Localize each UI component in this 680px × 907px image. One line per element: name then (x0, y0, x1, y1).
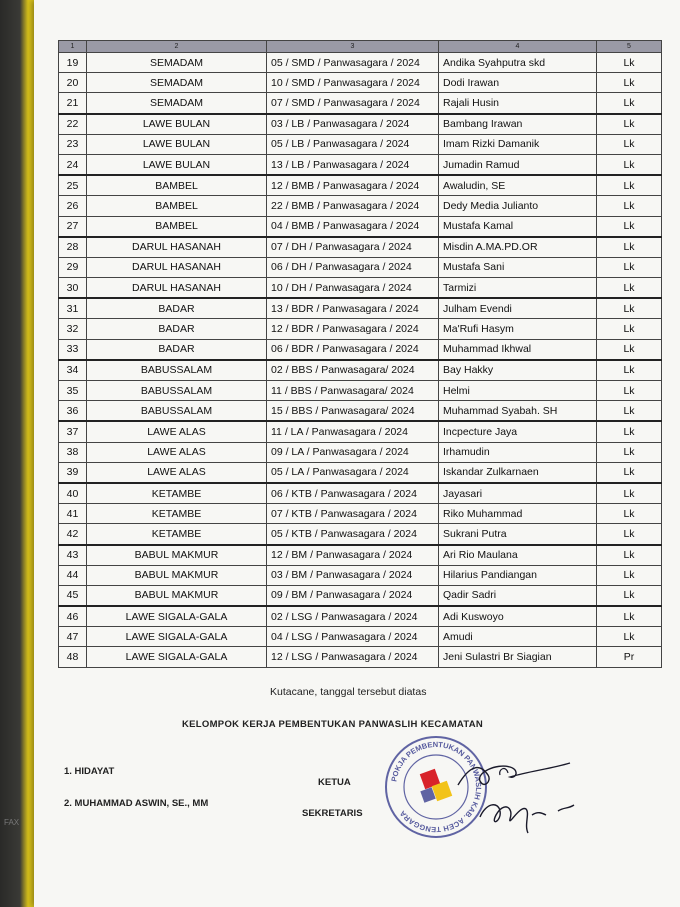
kecamatan-cell: SEMADAM (87, 93, 267, 114)
table-row (59, 196, 662, 216)
table-row (59, 319, 662, 339)
kecamatan-cell: BADAR (87, 298, 267, 319)
kecamatan-cell: BAMBEL (87, 216, 267, 237)
member-name-cell: Awaludin, SE (439, 175, 597, 196)
member-name-cell: Rajali Husin (439, 93, 597, 114)
table-row (59, 73, 662, 93)
letter-number-cell: 04 / BMB / Panwasagara / 2024 (267, 216, 439, 237)
committee-title: KELOMPOK KERJA PEMBENTUKAN PANWASLIH KECAMATAN (182, 719, 484, 730)
row-number: 20 (59, 73, 87, 93)
gender-cell: Lk (597, 442, 662, 462)
row-number: 46 (59, 606, 87, 627)
letter-number-cell: 07 / SMD / Panwasagara / 2024 (267, 93, 439, 114)
table-header-row (59, 41, 662, 53)
row-number: 43 (59, 545, 87, 566)
letter-number-cell: 11 / LA / Panwasagara / 2024 (267, 421, 439, 442)
kecamatan-cell: BABUSSALAM (87, 381, 267, 401)
letter-number-cell: 12 / LSG / Panwasagara / 2024 (267, 647, 439, 667)
table-row (59, 627, 662, 647)
member-name-cell: Mustafa Sani (439, 257, 597, 277)
table-row (59, 216, 662, 237)
kecamatan-cell: LAWE ALAS (87, 462, 267, 483)
table-row (59, 278, 662, 299)
member-name-cell: Iskandar Zulkarnaen (439, 462, 597, 483)
letter-number-cell: 12 / BMB / Panwasagara / 2024 (267, 175, 439, 196)
member-name-cell: Imam Rizki Damanik (439, 134, 597, 154)
member-name-cell: Ari Rio Maulana (439, 545, 597, 566)
gender-cell: Lk (597, 93, 662, 114)
kecamatan-cell: LAWE BULAN (87, 134, 267, 154)
gender-cell: Lk (597, 175, 662, 196)
table-row (59, 154, 662, 175)
member-name-cell: Adi Kuswoyo (439, 606, 597, 627)
letter-number-cell: 02 / LSG / Panwasagara / 2024 (267, 606, 439, 627)
row-number: 31 (59, 298, 87, 319)
member-name-cell: Sukrani Putra (439, 524, 597, 545)
table-row (59, 545, 662, 566)
table-row (59, 53, 662, 73)
gender-cell: Lk (597, 585, 662, 606)
letter-number-cell: 03 / BM / Panwasagara / 2024 (267, 565, 439, 585)
kecamatan-cell: BABUSSALAM (87, 401, 267, 422)
table-row (59, 257, 662, 277)
kecamatan-cell: BADAR (87, 339, 267, 360)
kecamatan-cell: BABUL MAKMUR (87, 565, 267, 585)
row-number: 21 (59, 93, 87, 114)
letter-number-cell: 10 / DH / Panwasagara / 2024 (267, 278, 439, 299)
member-name-cell: Andika Syahputra skd (439, 53, 597, 73)
row-number: 41 (59, 504, 87, 524)
gender-cell: Lk (597, 278, 662, 299)
kecamatan-cell: LAWE BULAN (87, 154, 267, 175)
row-number: 22 (59, 114, 87, 135)
table-row (59, 585, 662, 606)
row-number: 37 (59, 421, 87, 442)
kecamatan-cell: BAMBEL (87, 196, 267, 216)
kecamatan-cell: DARUL HASANAH (87, 278, 267, 299)
member-name-cell: Mustafa Kamal (439, 216, 597, 237)
letter-number-cell: 07 / KTB / Panwasagara / 2024 (267, 504, 439, 524)
row-number: 39 (59, 462, 87, 483)
kecamatan-cell: DARUL HASANAH (87, 237, 267, 258)
handwritten-signatures (440, 745, 590, 845)
table-row (59, 134, 662, 154)
kecamatan-cell: BAMBEL (87, 175, 267, 196)
letter-number-cell: 09 / LA / Panwasagara / 2024 (267, 442, 439, 462)
row-number: 48 (59, 647, 87, 667)
seal-text: POKJA PEMBENTUKAN PANWASLIH KAB. ACEH TENGGARA (389, 739, 484, 835)
table-row (59, 565, 662, 585)
gender-cell: Lk (597, 257, 662, 277)
member-name-cell: Bay Hakky (439, 360, 597, 381)
letter-number-cell: 10 / SMD / Panwasagara / 2024 (267, 73, 439, 93)
table-row (59, 93, 662, 114)
table-row (59, 483, 662, 504)
letter-number-cell: 13 / BDR / Panwasagara / 2024 (267, 298, 439, 319)
row-number: 25 (59, 175, 87, 196)
kecamatan-cell: SEMADAM (87, 53, 267, 73)
kecamatan-cell: LAWE SIGALA-GALA (87, 627, 267, 647)
member-name-cell: Muhammad Syabah. SH (439, 401, 597, 422)
place-date: Kutacane, tanggal tersebut diatas (270, 686, 427, 698)
gender-cell: Lk (597, 504, 662, 524)
letter-number-cell: 05 / LB / Panwasagara / 2024 (267, 134, 439, 154)
gender-cell: Lk (597, 524, 662, 545)
header-col-2: 2 (87, 41, 267, 53)
signer-2-name: 2. MUHAMMAD ASWIN, SE., MM (64, 798, 209, 809)
gender-cell: Lk (597, 319, 662, 339)
kecamatan-cell: LAWE BULAN (87, 114, 267, 135)
table-row (59, 237, 662, 258)
gender-cell: Lk (597, 114, 662, 135)
table-row (59, 442, 662, 462)
gender-cell: Lk (597, 545, 662, 566)
row-number: 24 (59, 154, 87, 175)
kecamatan-cell: LAWE ALAS (87, 421, 267, 442)
member-name-cell: Dodi Irawan (439, 73, 597, 93)
table-row (59, 114, 662, 135)
gender-cell: Lk (597, 421, 662, 442)
table-row (59, 381, 662, 401)
gender-cell: Lk (597, 339, 662, 360)
member-name-cell: Misdin A.MA.PD.OR (439, 237, 597, 258)
letter-number-cell: 03 / LB / Panwasagara / 2024 (267, 114, 439, 135)
row-number: 40 (59, 483, 87, 504)
signer-1-name: 1. HIDAYAT (64, 766, 115, 777)
row-number: 33 (59, 339, 87, 360)
letter-number-cell: 04 / LSG / Panwasagara / 2024 (267, 627, 439, 647)
gender-cell: Lk (597, 381, 662, 401)
kecamatan-cell: BABUL MAKMUR (87, 545, 267, 566)
kecamatan-cell: BABUL MAKMUR (87, 585, 267, 606)
gender-cell: Lk (597, 606, 662, 627)
gender-cell: Lk (597, 53, 662, 73)
letter-number-cell: 06 / KTB / Panwasagara / 2024 (267, 483, 439, 504)
member-name-cell: Tarmizi (439, 278, 597, 299)
letter-number-cell: 09 / BM / Panwasagara / 2024 (267, 585, 439, 606)
letter-number-cell: 12 / BM / Panwasagara / 2024 (267, 545, 439, 566)
member-name-cell: Jumadin Ramud (439, 154, 597, 175)
row-number: 47 (59, 627, 87, 647)
gender-cell: Lk (597, 298, 662, 319)
row-number: 38 (59, 442, 87, 462)
table-row (59, 504, 662, 524)
row-number: 34 (59, 360, 87, 381)
edge-text: FAX (4, 818, 20, 827)
letter-number-cell: 07 / DH / Panwasagara / 2024 (267, 237, 439, 258)
member-name-cell: Riko Muhammad (439, 504, 597, 524)
letter-number-cell: 15 / BBS / Panwasagara/ 2024 (267, 401, 439, 422)
letter-number-cell: 05 / SMD / Panwasagara / 2024 (267, 53, 439, 73)
member-name-cell: Jayasari (439, 483, 597, 504)
table-row (59, 421, 662, 442)
gender-cell: Lk (597, 237, 662, 258)
row-number: 44 (59, 565, 87, 585)
letter-number-cell: 02 / BBS / Panwasagara/ 2024 (267, 360, 439, 381)
row-number: 42 (59, 524, 87, 545)
member-name-cell: Bambang Irawan (439, 114, 597, 135)
row-number: 29 (59, 257, 87, 277)
member-name-cell: Incpecture Jaya (439, 421, 597, 442)
member-name-cell: Amudi (439, 627, 597, 647)
kecamatan-cell: LAWE ALAS (87, 442, 267, 462)
kecamatan-cell: DARUL HASANAH (87, 257, 267, 277)
gender-cell: Lk (597, 216, 662, 237)
gender-cell: Lk (597, 360, 662, 381)
letter-number-cell: 13 / LB / Panwasagara / 2024 (267, 154, 439, 175)
member-name-cell: Julham Evendi (439, 298, 597, 319)
gender-cell: Lk (597, 73, 662, 93)
header-col-1: 1 (59, 41, 87, 53)
member-name-cell: Dedy Media Julianto (439, 196, 597, 216)
kecamatan-cell: BADAR (87, 319, 267, 339)
letter-number-cell: 22 / BMB / Panwasagara / 2024 (267, 196, 439, 216)
row-number: 35 (59, 381, 87, 401)
letter-number-cell: 05 / LA / Panwasagara / 2024 (267, 462, 439, 483)
member-name-cell: Hilarius Pandiangan (439, 565, 597, 585)
row-number: 23 (59, 134, 87, 154)
gender-cell: Lk (597, 627, 662, 647)
table-row (59, 647, 662, 667)
member-name-cell: Qadir Sadri (439, 585, 597, 606)
letter-number-cell: 05 / KTB / Panwasagara / 2024 (267, 524, 439, 545)
header-col-4: 4 (439, 41, 597, 53)
gender-cell: Lk (597, 565, 662, 585)
table-row (59, 175, 662, 196)
row-number: 45 (59, 585, 87, 606)
gender-cell: Pr (597, 647, 662, 667)
table-row (59, 524, 662, 545)
table-body (59, 53, 662, 668)
table-row (59, 339, 662, 360)
gender-cell: Lk (597, 154, 662, 175)
kecamatan-cell: KETAMBE (87, 483, 267, 504)
header-col-3: 3 (267, 41, 439, 53)
table-row (59, 360, 662, 381)
row-number: 30 (59, 278, 87, 299)
gender-cell: Lk (597, 401, 662, 422)
kecamatan-cell: KETAMBE (87, 524, 267, 545)
signer-1-role: KETUA (318, 777, 351, 788)
row-number: 19 (59, 53, 87, 73)
member-name-cell: Ma'Rufi Hasym (439, 319, 597, 339)
row-number: 28 (59, 237, 87, 258)
kecamatan-cell: BABUSSALAM (87, 360, 267, 381)
table-row (59, 606, 662, 627)
row-number: 32 (59, 319, 87, 339)
gender-cell: Lk (597, 483, 662, 504)
table-row (59, 401, 662, 422)
kecamatan-cell: KETAMBE (87, 504, 267, 524)
letter-number-cell: 06 / BDR / Panwasagara / 2024 (267, 339, 439, 360)
kecamatan-cell: SEMADAM (87, 73, 267, 93)
row-number: 27 (59, 216, 87, 237)
kecamatan-cell: LAWE SIGALA-GALA (87, 606, 267, 627)
gender-cell: Lk (597, 196, 662, 216)
letter-number-cell: 12 / BDR / Panwasagara / 2024 (267, 319, 439, 339)
kecamatan-cell: LAWE SIGALA-GALA (87, 647, 267, 667)
signer-2-role: SEKRETARIS (302, 808, 363, 819)
table-row (59, 298, 662, 319)
gender-cell: Lk (597, 134, 662, 154)
letter-number-cell: 06 / DH / Panwasagara / 2024 (267, 257, 439, 277)
table-row (59, 462, 662, 483)
member-name-cell: Helmi (439, 381, 597, 401)
header-col-5: 5 (597, 41, 662, 53)
member-table (58, 40, 662, 668)
gender-cell: Lk (597, 462, 662, 483)
row-number: 36 (59, 401, 87, 422)
member-name-cell: Jeni Sulastri Br Siagian (439, 647, 597, 667)
row-number: 26 (59, 196, 87, 216)
member-name-cell: Irhamudin (439, 442, 597, 462)
letter-number-cell: 11 / BBS / Panwasagara/ 2024 (267, 381, 439, 401)
member-name-cell: Muhammad Ikhwal (439, 339, 597, 360)
